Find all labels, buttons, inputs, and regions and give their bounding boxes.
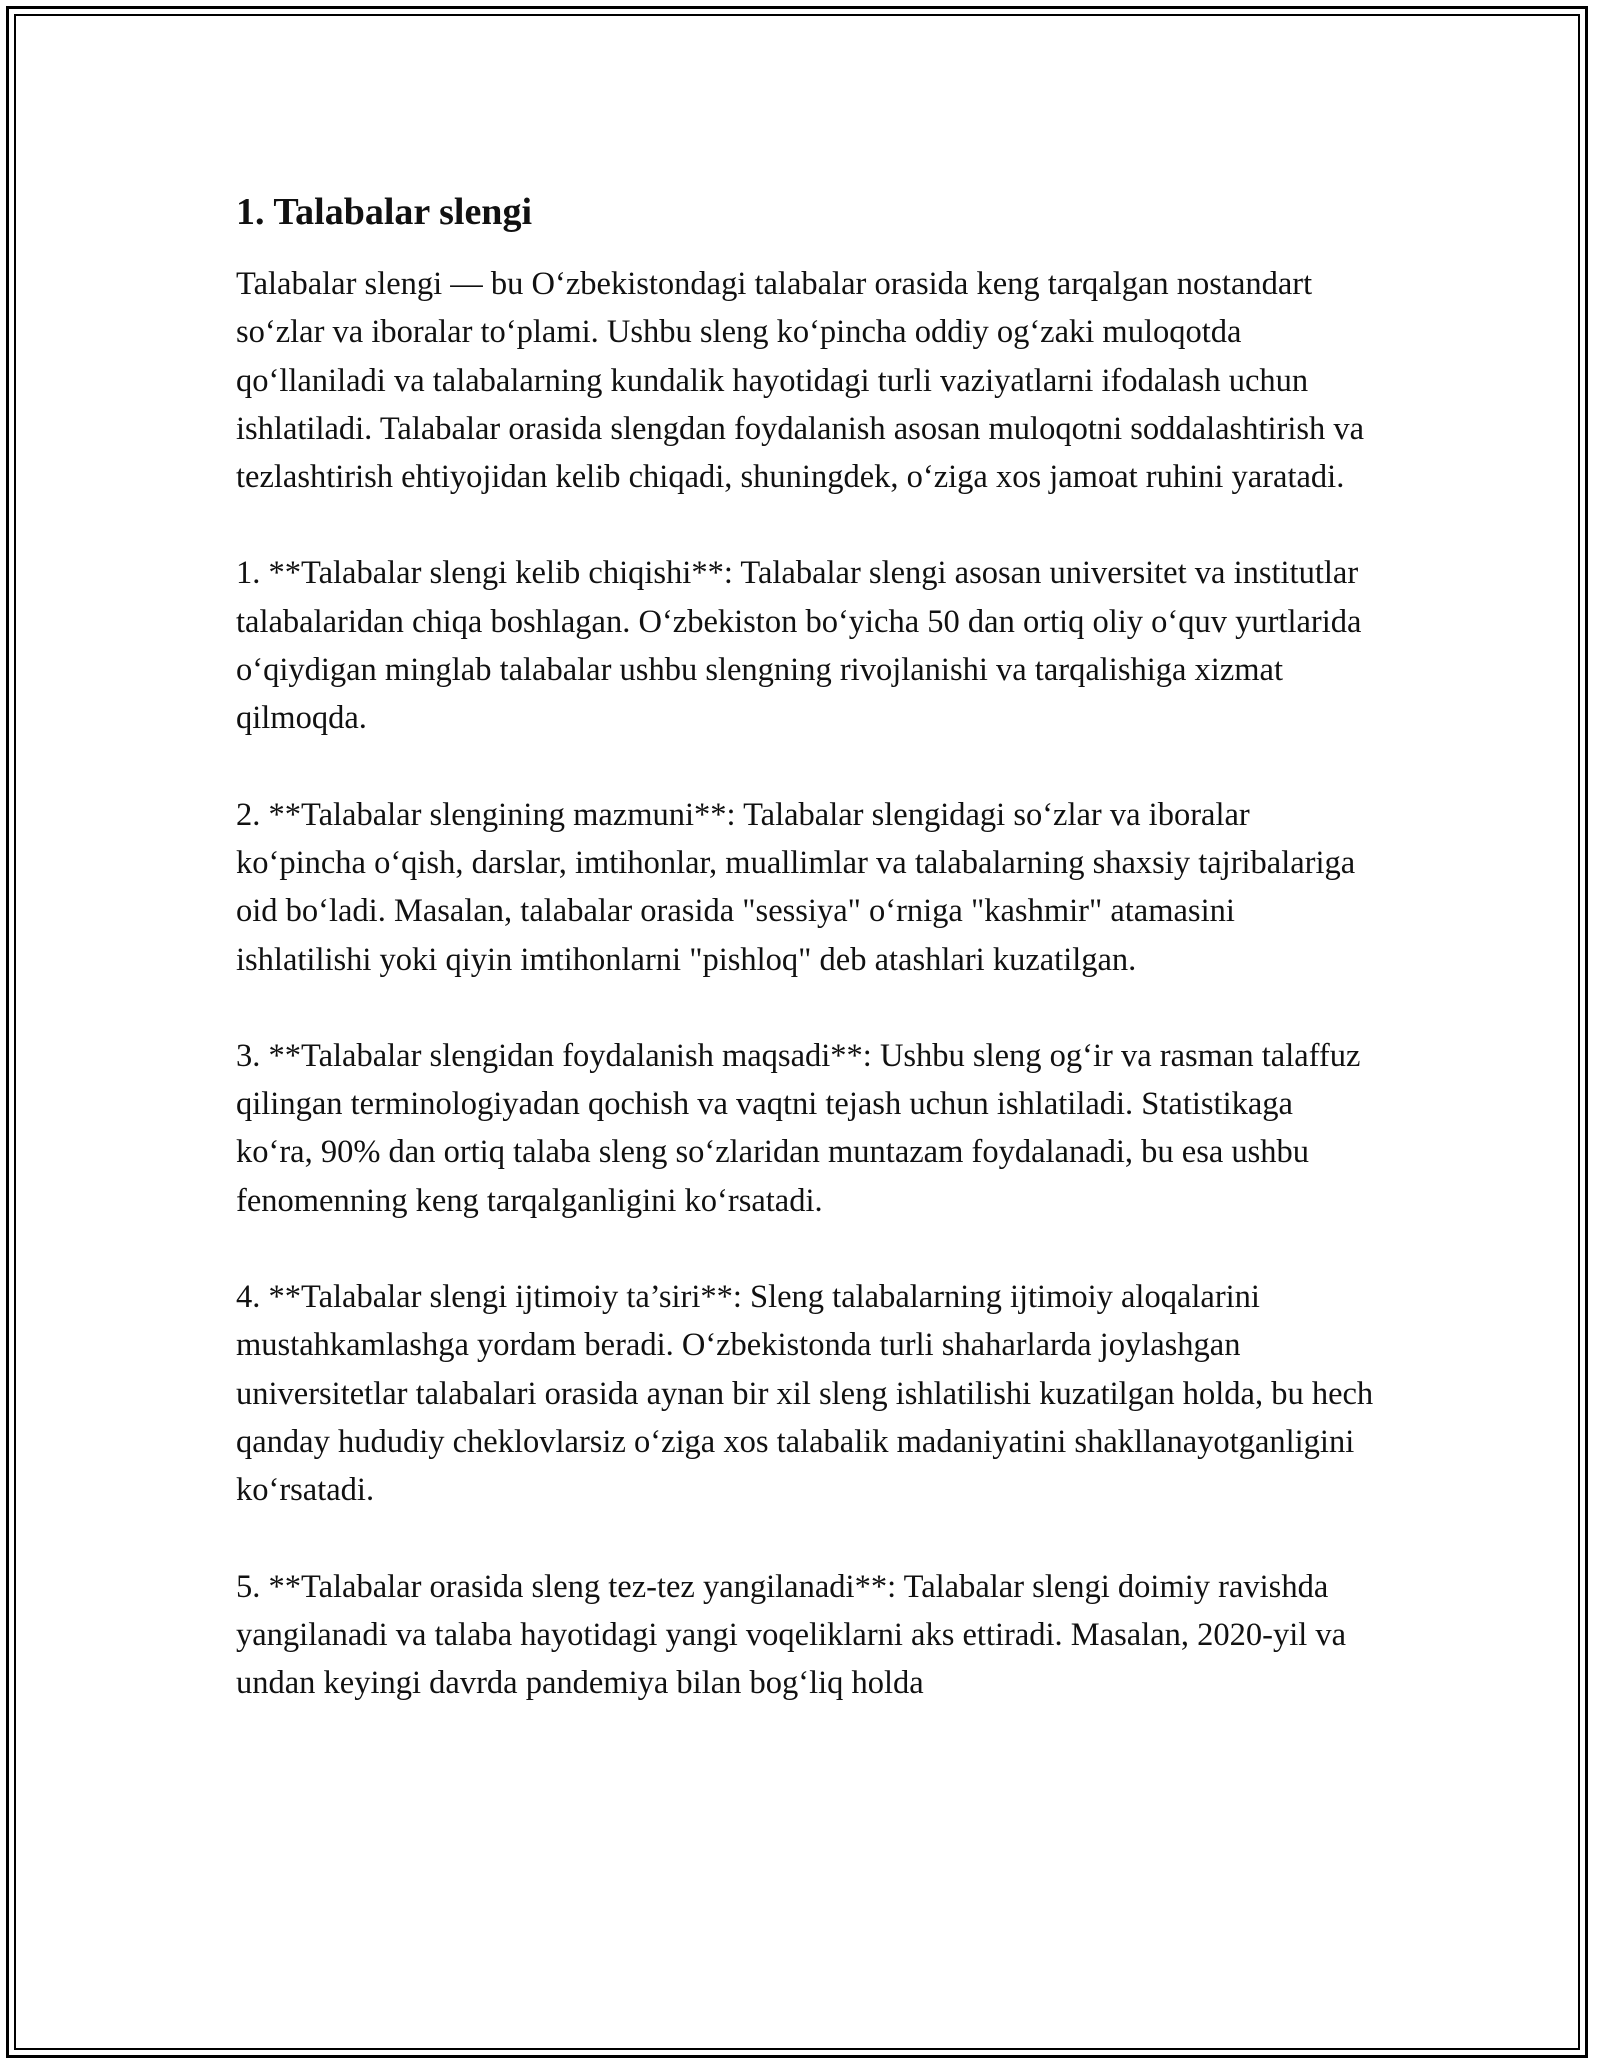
document-body	[236, 186, 1376, 1755]
list-item-content: 2. **Talabalar slengining mazmuni**: Talabalar slengidagi so‘zlar va iboralar ko‘pincha o‘qish, darslar, imtihonlar, muallimlar va talabalarning shaxsiy tajribalariga oid bo‘ladi. Masalan, talabalar orasida "sessiya" o‘rniga "kashmir" atamasini ishlatilishi yoki qiyin imtihonlarni "pishloq" deb atashlari kuzatilgan.	[236, 796, 1356, 978]
list-item-updates: 5. **Talabalar orasida sleng tez-tez yangilanadi**: Talabalar slengi doimiy ravishda yangilanadi va talaba hayotidagi yangi voqeliklarni aks ettiradi. Masalan, 2020-yil va undan keyingi davrda pandemiya bilan bog‘liq holda	[236, 1568, 1347, 1702]
list-item-purpose: 3. **Talabalar slengidan foydalanish maqsadi**: Ushbu sleng og‘ir va rasman talaffuz qilingan terminologiyadan qochish va vaqtni tejash uchun ishlatiladi. Statistikaga ko‘ra, 90% dan ortiq talaba sleng so‘zlaridan muntazam foydalanadi, bu esa ushbu fenomenning keng tarqalganligini ko‘rsatadi.	[236, 1037, 1361, 1219]
intro-paragraph: Talabalar slengi — bu O‘zbekistondagi talabalar orasida keng tarqalgan nostandart so‘zlar va iboralar to‘plami. Ushbu sleng ko‘pincha oddiy og‘zaki muloqotda qo‘llaniladi va talabalarning kundalik hayotidagi turli vaziyatlarni ifodalash uchun ishlatiladi. Talabalar orasida slengdan foydalanish asosan muloqotni soddalashtirish va tezlashtirish ehtiyojidan kelib chiqadi, shuningdek, o‘ziga xos jamoat ruhini yaratadi.	[236, 266, 1365, 496]
section-heading: 1. Talabalar slengi	[236, 191, 533, 233]
list-item-origin: 1. **Talabalar slengi kelib chiqishi**: Talabalar slengi asosan universitet va institutlar talabalaridan chiqa boshlagan. O‘zbekiston bo‘yicha 50 dan ortiq oliy o‘quv yurtlarida o‘qiydigan minglab talabalar ushbu slengning rivojlanishi va tarqalishiga xizmat qilmoqda.	[236, 555, 1362, 737]
list-item-social-impact: 4. **Talabalar slengi ijtimoiy ta’siri**: Sleng talabalarning ijtimoiy aloqalarini mustahkamlashga yordam beradi. O‘zbekistonda turli shaharlarda joylashgan universitetlar talabalari orasida aynan bir xil sleng ishlatilishi kuzatilgan holda, bu hech qanday hududiy cheklovlarsiz o‘ziga xos talabalik madaniyatini shakllanayotganligini ko‘rsatadi.	[236, 1279, 1374, 1509]
